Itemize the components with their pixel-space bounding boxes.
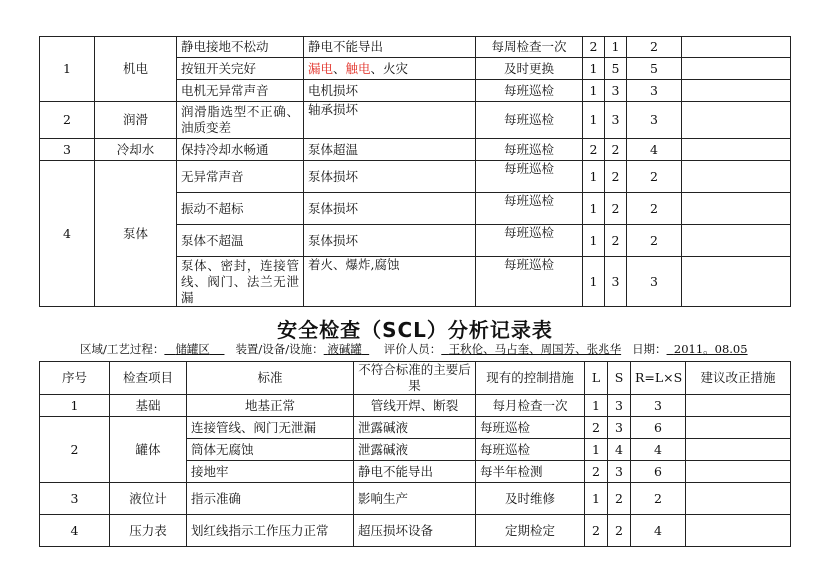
- header-r: R=L×S: [631, 362, 686, 395]
- check-item: 压力表: [110, 515, 187, 547]
- consequence-highlight: 漏电: [308, 60, 334, 76]
- l-cell: 1: [583, 225, 605, 257]
- s-cell: 3: [605, 80, 627, 102]
- s-cell: 3: [605, 102, 627, 139]
- advice-cell: [686, 395, 791, 417]
- advice-cell: [686, 483, 791, 515]
- standard-cell: 泵体、密封，连接管线、阀门、法兰无泄漏: [177, 257, 304, 307]
- consequence-cell: [304, 58, 476, 80]
- device-value-text: 液碱罐: [327, 342, 362, 356]
- table-header-row: [40, 362, 791, 395]
- control-cell: 及时更换: [476, 58, 583, 80]
- l-cell: 1: [585, 395, 608, 417]
- header-l: L: [585, 362, 608, 395]
- r-cell: 3: [627, 102, 682, 139]
- form-meta-line: [80, 341, 748, 357]
- standard-cell: 筒体无腐蚀: [187, 439, 354, 461]
- device-label: 装置/设备/设施：: [235, 342, 324, 356]
- control-cell: 每班巡检: [476, 161, 583, 193]
- l-cell: 1: [583, 58, 605, 80]
- standard-cell: 振动不超标: [177, 193, 304, 225]
- assessor-value-text: 王秋伦、马占奎、周国芳、张兆华: [448, 342, 622, 356]
- r-cell: 2: [631, 483, 686, 515]
- standard-cell: 指示准确: [187, 483, 354, 515]
- table-row: [40, 102, 791, 139]
- r-cell: 2: [627, 161, 682, 193]
- control-cell: 每班巡检: [476, 417, 585, 439]
- date-value-text: 2011。08.05: [673, 342, 748, 356]
- date-value: [667, 342, 748, 356]
- s-cell: 5: [605, 58, 627, 80]
- consequence-cell: 泵体损坏: [304, 161, 476, 193]
- l-cell: 2: [583, 37, 605, 58]
- consequence-cell: 静电不能导出: [304, 37, 476, 58]
- s-cell: 3: [605, 257, 627, 307]
- control-cell: 每班巡检: [476, 80, 583, 102]
- r-cell: 3: [627, 257, 682, 307]
- s-cell: 2: [605, 193, 627, 225]
- advice-cell: [682, 225, 791, 257]
- consequence-cell: 轴承损坏: [304, 102, 476, 139]
- header-consequence: 不符合标准的主要后果: [354, 362, 476, 395]
- table-row: [40, 483, 791, 515]
- consequence-cell: 泵体超温: [304, 139, 476, 161]
- check-item: 机电: [95, 37, 177, 102]
- r-cell: 6: [631, 417, 686, 439]
- control-cell: 定期检定: [476, 515, 585, 547]
- control-cell: 及时维修: [476, 483, 585, 515]
- row-number: 2: [40, 102, 95, 139]
- r-cell: 2: [627, 37, 682, 58]
- consequence-rest: 、火灾: [370, 60, 409, 76]
- scl-table-pump: [39, 36, 791, 307]
- r-cell: 4: [631, 439, 686, 461]
- l-cell: 2: [585, 417, 608, 439]
- advice-cell: [682, 193, 791, 225]
- l-cell: 1: [583, 80, 605, 102]
- check-item: 液位计: [110, 483, 187, 515]
- r-cell: 4: [627, 139, 682, 161]
- r-cell: 3: [627, 80, 682, 102]
- s-cell: 4: [608, 439, 631, 461]
- s-cell: 1: [605, 37, 627, 58]
- row-number: 4: [40, 515, 110, 547]
- consequence-cell: 泄露碱液: [354, 439, 476, 461]
- s-cell: 2: [605, 139, 627, 161]
- advice-cell: [682, 58, 791, 80]
- standard-cell: 地基正常: [187, 395, 354, 417]
- control-cell: 每班巡检: [476, 102, 583, 139]
- r-cell: 2: [627, 225, 682, 257]
- standard-cell: 保持冷却水畅通: [177, 139, 304, 161]
- l-cell: 2: [585, 515, 608, 547]
- table-row: [40, 161, 791, 193]
- control-cell: 每月检查一次: [476, 395, 585, 417]
- control-cell: 每班巡检: [476, 139, 583, 161]
- consequence-sep: 、: [333, 60, 346, 76]
- s-cell: 2: [608, 515, 631, 547]
- standard-cell: 泵体不超温: [177, 225, 304, 257]
- standard-cell: 连接管线、阀门无泄漏: [187, 417, 354, 439]
- r-cell: 6: [631, 461, 686, 483]
- check-item: 基础: [110, 395, 187, 417]
- standard-cell: 按钮开关完好: [177, 58, 304, 80]
- control-cell: 每班巡检: [476, 193, 583, 225]
- header-no: 序号: [40, 362, 110, 395]
- consequence-highlight: 触电: [345, 60, 371, 76]
- l-cell: 1: [585, 439, 608, 461]
- s-cell: 3: [608, 395, 631, 417]
- l-cell: 1: [583, 257, 605, 307]
- check-item: 润滑: [95, 102, 177, 139]
- row-number: 4: [40, 161, 95, 307]
- check-item: 罐体: [110, 417, 187, 483]
- advice-cell: [682, 139, 791, 161]
- l-cell: 2: [583, 139, 605, 161]
- row-number: 3: [40, 483, 110, 515]
- consequence-cell: 管线开焊、断裂: [354, 395, 476, 417]
- row-number: 2: [40, 417, 110, 483]
- standard-cell: 无异常声音: [177, 161, 304, 193]
- standard-cell: 接地牢: [187, 461, 354, 483]
- l-cell: 1: [583, 193, 605, 225]
- s-cell: 3: [608, 461, 631, 483]
- r-cell: 2: [627, 193, 682, 225]
- advice-cell: [686, 417, 791, 439]
- control-cell: 每班巡检: [476, 439, 585, 461]
- control-cell: 每周检查一次: [476, 37, 583, 58]
- table-row: [40, 395, 791, 417]
- table-row: [40, 37, 791, 58]
- device-value: [324, 342, 369, 356]
- advice-cell: [686, 461, 791, 483]
- advice-cell: [682, 102, 791, 139]
- r-cell: 5: [627, 58, 682, 80]
- assessor-label: 评价人员：: [383, 342, 442, 356]
- advice-cell: [682, 37, 791, 58]
- page-title: 安全检查（SCL）分析记录表: [277, 318, 553, 342]
- consequence-cell: 电机损坏: [304, 80, 476, 102]
- advice-cell: [686, 515, 791, 547]
- consequence-cell: 静电不能导出: [354, 461, 476, 483]
- area-value-text: 储罐区: [175, 342, 210, 356]
- standard-cell: 静电接地不松动: [177, 37, 304, 58]
- row-number: 1: [40, 37, 95, 102]
- check-item: 冷却水: [95, 139, 177, 161]
- header-advice: 建议改正措施: [686, 362, 791, 395]
- r-cell: 3: [631, 395, 686, 417]
- advice-cell: [682, 161, 791, 193]
- s-cell: 2: [608, 483, 631, 515]
- advice-cell: [686, 439, 791, 461]
- header-s: S: [608, 362, 631, 395]
- l-cell: 1: [583, 161, 605, 193]
- area-label: 区域/工艺过程：: [80, 342, 165, 356]
- s-cell: 2: [605, 161, 627, 193]
- date-label: 日期：: [632, 342, 667, 356]
- standard-cell: 润滑脂选型不正确、油质变差: [177, 102, 304, 139]
- scl-table-tank: [39, 361, 791, 547]
- control-cell: 每班巡检: [476, 225, 583, 257]
- control-cell: 每半年检测: [476, 461, 585, 483]
- s-cell: 3: [608, 417, 631, 439]
- l-cell: 1: [583, 102, 605, 139]
- check-item: 泵体: [95, 161, 177, 307]
- standard-cell: 电机无异常声音: [177, 80, 304, 102]
- row-number: 1: [40, 395, 110, 417]
- control-cell: 每班巡检: [476, 257, 583, 307]
- consequence-cell: 影响生产: [354, 483, 476, 515]
- consequence-cell: 着火、爆炸,腐蚀: [304, 257, 476, 307]
- area-value: [164, 342, 224, 356]
- table-row: [40, 139, 791, 161]
- consequence-cell: 泄露碱液: [354, 417, 476, 439]
- assessor-value: [441, 342, 621, 356]
- l-cell: 1: [585, 483, 608, 515]
- consequence-cell: 超压损坏设备: [354, 515, 476, 547]
- r-cell: 4: [631, 515, 686, 547]
- header-control: 现有的控制措施: [476, 362, 585, 395]
- table-row: [40, 417, 791, 439]
- s-cell: 2: [605, 225, 627, 257]
- consequence-cell: 泵体损坏: [304, 193, 476, 225]
- consequence-cell: 泵体损坏: [304, 225, 476, 257]
- advice-cell: [682, 80, 791, 102]
- table-row: [40, 515, 791, 547]
- standard-cell: 划红线指示工作压力正常: [187, 515, 354, 547]
- l-cell: 2: [585, 461, 608, 483]
- header-standard: 标准: [187, 362, 354, 395]
- advice-cell: [682, 257, 791, 307]
- header-item: 检查项目: [110, 362, 187, 395]
- row-number: 3: [40, 139, 95, 161]
